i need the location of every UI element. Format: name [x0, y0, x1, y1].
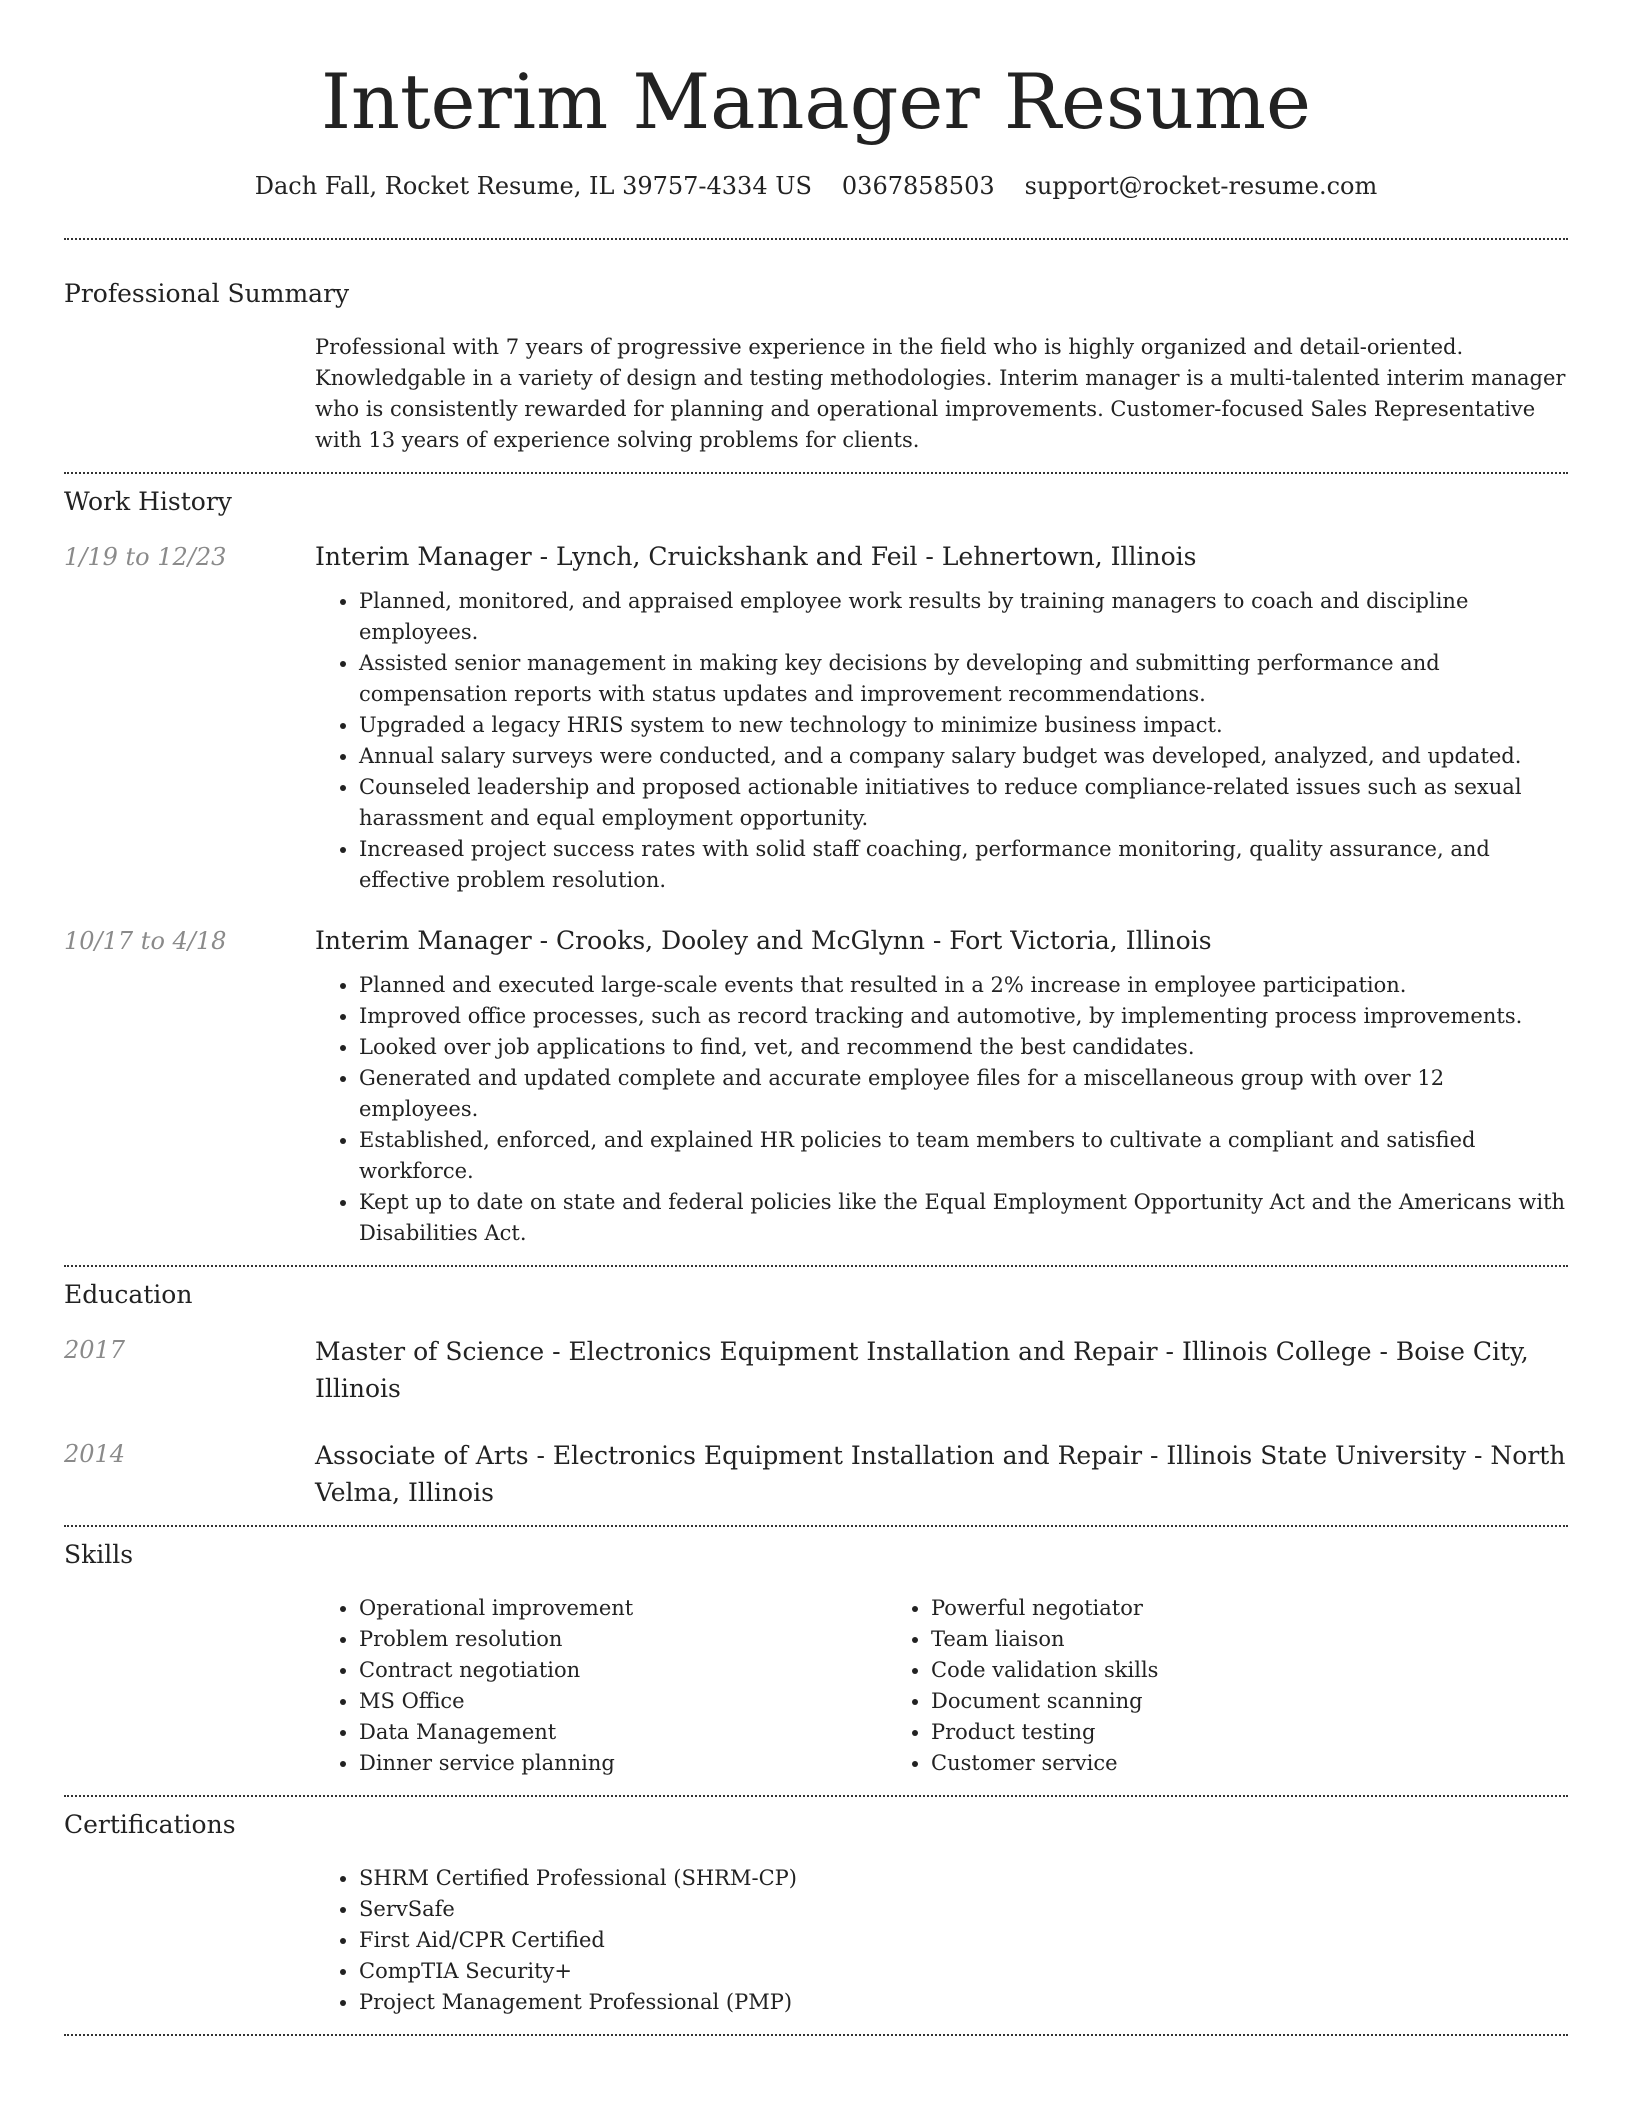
job-bullet: • Looked over job applications to find, vet, and recommend the best candidates. [359, 1032, 1568, 1063]
skill-item: • Operational improvement [359, 1593, 887, 1624]
skills-spacer [64, 1593, 315, 1779]
certifications-list-wrap [315, 1863, 1568, 2018]
skill-item: • Document scanning [931, 1686, 1459, 1717]
job-bullets [315, 970, 1568, 1249]
education-year: 2017 [64, 1336, 126, 1364]
resume-title: Interim Manager Resume [320, 57, 1312, 146]
certification-item: • Project Management Professional (PMP) [359, 1987, 1568, 2018]
job-bullet: • Upgraded a legacy HRIS system to new technology to minimize business impact. [359, 710, 1568, 741]
section-title-certifications: Certifications [64, 1810, 236, 1839]
job-entry [64, 924, 1568, 1249]
section-title-skills: Skills [64, 1540, 134, 1569]
skills-grid [315, 1593, 1568, 1779]
divider [64, 1265, 1568, 1267]
job-dates: 1/19 to 12/23 [64, 543, 227, 571]
job-bullet: • Planned and executed large-scale events that resulted in a 2% increase in employee participation. [359, 970, 1568, 1001]
job-bullet: • Established, enforced, and explained HR policies to team members to cultivate a compliant and satisfied workforce. [359, 1125, 1568, 1187]
divider [64, 1795, 1568, 1797]
skill-item: • Team liaison [931, 1624, 1459, 1655]
skills-list-left [315, 1593, 887, 1779]
job-bullet: • Kept up to date on state and federal policies like the Equal Employment Opportunity Act and the Americans with Disabilities Act. [359, 1187, 1568, 1249]
section-title-summary: Professional Summary [64, 279, 350, 308]
summary-spacer [64, 332, 315, 456]
education-degree: Master of Science - Electronics Equipment Installation and Repair - Illinois College - Boise City, Illinois [315, 1337, 1529, 1403]
job-entry [64, 540, 1568, 896]
skill-item: • Data Management [359, 1717, 887, 1748]
education-entry [64, 1437, 1568, 1511]
certification-item: • CompTIA Security+ [359, 1956, 1568, 1987]
contact-email: support@rocket-resume.com [1024, 172, 1378, 200]
divider [64, 2034, 1568, 2036]
skill-item: • Product testing [931, 1717, 1459, 1748]
certifications-row [64, 1863, 1568, 2018]
skill-item: • Contract negotiation [359, 1655, 887, 1686]
job-bullet: • Improved office processes, such as record tracking and automotive, by implementing process improvements. [359, 1001, 1568, 1032]
job-dates: 10/17 to 4/18 [64, 927, 227, 955]
job-details [315, 924, 1568, 1249]
skill-item: • MS Office [359, 1686, 887, 1717]
skill-item: • Code validation skills [931, 1655, 1459, 1686]
skills-list-right [887, 1593, 1459, 1779]
certifications-list [315, 1863, 1568, 2018]
skills-row [64, 1593, 1568, 1779]
summary-row [64, 332, 1568, 456]
skill-item: • Problem resolution [359, 1624, 887, 1655]
education-degree: Associate of Arts - Electronics Equipment Installation and Repair - Illinois State University - North Velma, Illinois [315, 1441, 1566, 1507]
skill-item: • Powerful negotiator [931, 1593, 1459, 1624]
job-bullet: • Generated and updated complete and accurate employee files for a miscellaneous group with over 12 employees. [359, 1063, 1568, 1125]
job-bullet: • Increased project success rates with solid staff coaching, performance monitoring, quality assurance, and effective problem resolution. [359, 834, 1568, 896]
skill-item: • Dinner service planning [359, 1748, 887, 1779]
contact-line [64, 170, 1568, 202]
job-details [315, 540, 1568, 896]
contact-phone: 0367858503 [841, 172, 995, 200]
contact-address: Dach Fall, Rocket Resume, IL 39757-4334 US [254, 172, 812, 200]
education-year: 2014 [64, 1440, 126, 1468]
job-bullet: • Assisted senior management in making key decisions by developing and submitting performance and compensation reports with status updates and improvement recommendations. [359, 648, 1568, 710]
job-bullets [315, 586, 1568, 896]
job-bullet: • Planned, monitored, and appraised employee work results by training managers to coach and discipline employees. [359, 586, 1568, 648]
summary-text [315, 332, 1568, 456]
certification-item: • First Aid/CPR Certified [359, 1925, 1568, 1956]
job-bullet: • Annual salary surveys were conducted, and a company salary budget was developed, analyzed, and updated. [359, 741, 1568, 772]
job-bullet: • Counseled leadership and proposed actionable initiatives to reduce compliance-related issues such as sexual harassment and equal employment opportunity. [359, 772, 1568, 834]
job-title: Interim Manager - Crooks, Dooley and McGlynn - Fort Victoria, Illinois [315, 926, 1212, 955]
certifications-spacer [64, 1863, 315, 2018]
divider [64, 238, 1568, 240]
education-entry [64, 1333, 1568, 1407]
certification-item: • ServSafe [359, 1894, 1568, 1925]
divider [64, 1525, 1568, 1527]
section-title-education: Education [64, 1280, 193, 1309]
summary-paragraph: Professional with 7 years of progressive experience in the field who is highly organized and detail-oriented. Knowledgable in a variety of design and testing methodologies. Interim manager is a multi-talented interim manager who is consistently rewarded for planning and operational improvements. Customer-focused Sales Representative with 13 years of experience solving problems for clients. [315, 335, 1566, 452]
certification-item: • SHRM Certified Professional (SHRM-CP) [359, 1863, 1568, 1894]
divider [64, 472, 1568, 474]
job-title: Interim Manager - Lynch, Cruickshank and Feil - Lehnertown, Illinois [315, 542, 1197, 571]
resume-page [64, 0, 1568, 2036]
skill-item: • Customer service [931, 1748, 1459, 1779]
section-title-work: Work History [64, 487, 232, 516]
